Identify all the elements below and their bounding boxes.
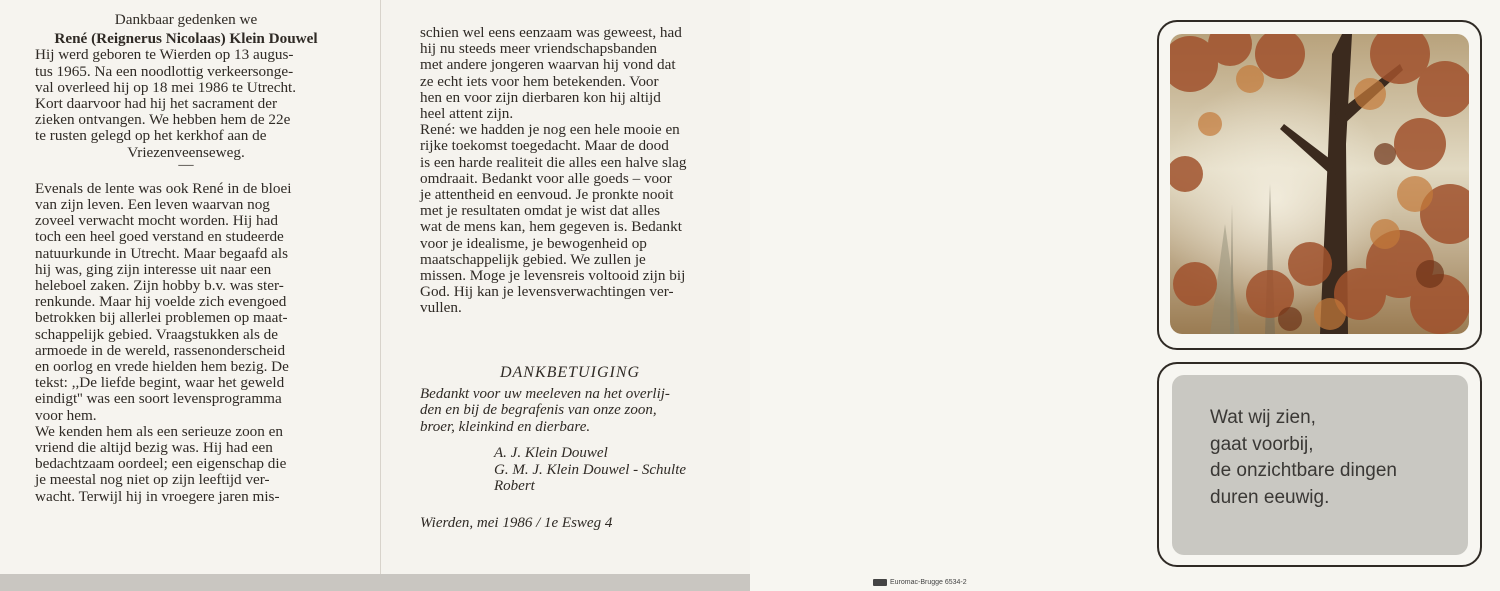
place-date: Wierden, mei 1986 / 1e Esweg 4 xyxy=(420,514,613,531)
autumn-tree-photo xyxy=(1170,34,1469,334)
text-line: van zijn leven. Een leven waarvan nog xyxy=(35,196,270,214)
biography-paragraph xyxy=(35,47,337,160)
text-line: hij was, ging zijn interesse uit naar een xyxy=(35,260,272,278)
text-line: omdraait. Bedankt voor alle goeds – voor xyxy=(420,169,672,187)
text-line: René: we hadden je nog een hele mooie en xyxy=(420,121,680,139)
fold-line xyxy=(380,0,381,578)
text-line: te rusten gelegd op het kerkhof aan de xyxy=(35,127,267,145)
text-line: ze echt iets voor hem betekenden. Voor xyxy=(420,72,659,90)
middle-text-column xyxy=(420,25,720,317)
text-line: je attentheid en eenvoud. Je pronkte nooit xyxy=(420,186,674,204)
text-line: hen en voor zijn dierbaren kon hij altijd xyxy=(420,88,661,106)
text-line: rijke toekomst toegedacht. Maar de dood xyxy=(420,137,669,155)
text-line: We kenden hem als een serieuze zoon en xyxy=(35,422,283,440)
section-divider: — xyxy=(178,155,194,173)
text-line: heleboel zaken. Zijn hobby b.v. was ster- xyxy=(35,277,284,295)
text-line: God. Hij kan je levensverwachtingen ver- xyxy=(420,283,674,301)
text-line: broer, kleinkind en dierbare. xyxy=(420,418,591,435)
text-line: Hij werd geboren te Wierden op 13 augus- xyxy=(35,46,294,64)
quote-box xyxy=(1172,375,1468,555)
quote-line: gaat voorbij, xyxy=(1210,433,1314,455)
text-line: schien wel eens eenzaam was geweest, had xyxy=(420,24,682,41)
text-line: is een harde realiteit die alles een halve slag xyxy=(420,153,687,171)
intro-line: Dankbaar gedenken we xyxy=(114,11,258,28)
text-line: je meestal nog niet op zijn leeftijd ver- xyxy=(35,471,270,489)
tribute-paragraph xyxy=(35,181,337,505)
text-line: val overleed hij op 18 mei 1986 te Utrecht. xyxy=(35,78,297,96)
text-line: wat de mens kan, hem gegeven is. Bedankt xyxy=(420,218,682,236)
deceased-name: René (Reignerus Nicolaas) Klein Douwel xyxy=(54,30,318,48)
text-line: natuurkunde in Utrecht. Maar begaafd als xyxy=(35,244,289,262)
text-line: schappelijk gebied. Vraagstukken als de xyxy=(35,325,278,343)
text-line: hij nu steeds meer vriendschapsbanden xyxy=(420,40,658,58)
thanks-body xyxy=(420,386,720,436)
left-text-column xyxy=(35,12,337,505)
text-line: voor je idealisme, je bewogenheid op xyxy=(420,234,647,252)
text-line: toch een heel goed verstand en studeerde xyxy=(35,228,284,246)
text-line: wacht. Terwijl hij in vroegere jaren mis- xyxy=(35,487,280,505)
text-line: tus 1965. Na een noodlottig verkeersonge- xyxy=(35,62,294,80)
text-line: eindigt'' was een soort levensprogramma xyxy=(35,390,282,408)
text-line: voor hem. xyxy=(35,406,97,424)
text-line: renkunde. Maar hij voelde zich evengoed xyxy=(35,293,287,311)
printer-text: Euromac-Brugge 6534-2 xyxy=(890,579,967,586)
printer-logo-icon xyxy=(873,579,887,586)
text-line: zoveel verwacht mocht worden. Hij had xyxy=(35,212,278,230)
text-line: armoede in de wereld, rassenonderscheid xyxy=(35,341,286,359)
text-line: met je resultaten omdat je wist dat alles xyxy=(420,202,660,220)
thanks-title: DANKBETUIGING xyxy=(499,364,641,381)
signer: Robert xyxy=(494,478,535,494)
scan-shadow xyxy=(0,574,750,591)
quote-text xyxy=(1210,405,1397,511)
quote-line: Wat wij zien, xyxy=(1210,407,1316,428)
text-line: tekst: ,,De liefde begint, waar het geweld xyxy=(35,374,285,392)
signer: G. M. J. Klein Douwel - Schulte xyxy=(494,461,687,478)
text-line: missen. Moge je levensreis voltooid zijn bij xyxy=(420,267,686,285)
text-line: betrokken bij allerlei problemen op maat- xyxy=(35,309,288,327)
text-line: zieken ontvangen. We hebben hem de 22e xyxy=(35,111,291,129)
text-line: vullen. xyxy=(420,299,462,317)
text-line: Bedankt voor uw meeleven na het overlij- xyxy=(420,385,670,402)
text-line: vriend die altijd bezig was. Hij had een xyxy=(35,439,273,457)
signer: A. J. Klein Douwel xyxy=(494,445,608,461)
quote-line: de onzichtbare dingen xyxy=(1210,460,1397,481)
text-line: Vriezenveenseweg. xyxy=(127,143,245,161)
text-line: met andere jongeren waarvan hij vond dat xyxy=(420,56,676,74)
text-line: heel attent zijn. xyxy=(420,105,514,123)
text-line: Evenals de lente was ook René in de bloei xyxy=(35,179,292,197)
text-line: bedachtzaam oordeel; een eigenschap die xyxy=(35,455,287,473)
quote-line: duren eeuwig. xyxy=(1210,486,1330,508)
text-line: den en bij de begrafenis van onze zoon, xyxy=(420,402,657,418)
thanks-section xyxy=(420,365,720,531)
text-line: Kort daarvoor had hij het sacrament der xyxy=(35,95,278,113)
text-line: en oorlog en vrede hielden hem bezig. De xyxy=(35,358,289,376)
signers-list xyxy=(494,445,720,495)
printer-mark xyxy=(873,579,967,586)
text-line: maatschappelijk gebied. We zullen je xyxy=(420,250,646,268)
